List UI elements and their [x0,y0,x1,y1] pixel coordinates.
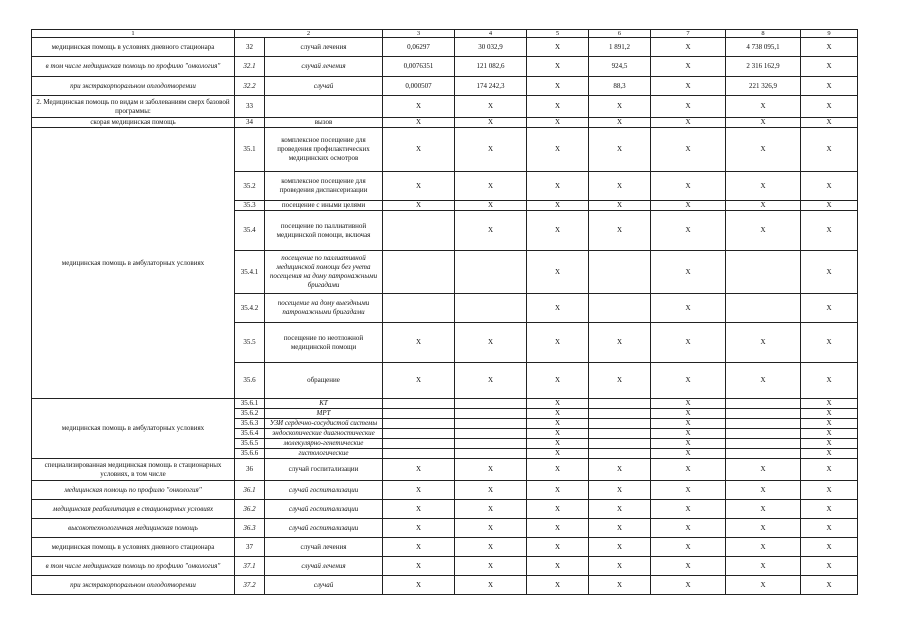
value-cell: X [527,77,589,96]
row-number: 35.6.4 [235,429,265,439]
unit-cell: посещение на дому выездными патронажными бригадами [265,294,383,323]
unit-cell: УЗИ сердечно-сосудистой системы [265,419,383,429]
value-cell [589,449,651,459]
table-row [32,128,858,172]
table-row [32,77,858,96]
row-number: 34 [235,118,265,128]
value-cell: X [726,128,801,172]
value-cell: 221 326,9 [726,77,801,96]
row-number: 35.1 [235,128,265,172]
header-cell: 8 [726,30,801,38]
value-cell: X [651,96,726,118]
value-cell: X [455,519,527,538]
value-cell [383,211,455,251]
value-cell: X [801,429,858,439]
unit-cell: случай лечения [265,38,383,57]
value-cell: X [455,481,527,500]
header-cell: 3 [383,30,455,38]
value-cell [455,439,527,449]
value-cell: X [651,459,726,481]
row-number: 35.4.2 [235,294,265,323]
value-cell: 121 082,6 [455,57,527,77]
table-row [32,38,858,57]
value-cell [726,449,801,459]
row-number: 35.4 [235,211,265,251]
row-number: 35.2 [235,172,265,201]
table-row [32,557,858,576]
value-cell: X [726,576,801,595]
value-cell: X [651,363,726,399]
value-cell: X [726,323,801,363]
unit-cell: случай лечения [265,538,383,557]
value-cell: X [651,409,726,419]
value-cell: X [651,323,726,363]
value-cell: X [527,363,589,399]
value-cell: X [801,128,858,172]
value-cell: X [589,363,651,399]
unit-cell: МРТ [265,409,383,419]
value-cell: X [455,172,527,201]
value-cell: X [726,211,801,251]
row-number: 36.3 [235,519,265,538]
unit-cell: вызов [265,118,383,128]
value-cell: X [801,77,858,96]
table-row [32,118,858,128]
value-cell: X [651,439,726,449]
unit-cell: случай госпитализации [265,459,383,481]
value-cell: X [801,201,858,211]
row-label: медицинская помощь в амбулаторных условиях [32,399,235,459]
value-cell: X [801,576,858,595]
row-number: 37.2 [235,576,265,595]
value-cell: X [527,118,589,128]
row-number: 36.1 [235,481,265,500]
value-cell: X [589,128,651,172]
value-cell: X [455,201,527,211]
value-cell [455,399,527,409]
value-cell: X [383,118,455,128]
value-cell: X [527,439,589,449]
row-number: 36 [235,459,265,481]
value-cell: X [651,38,726,57]
value-cell [589,409,651,419]
table-row [32,96,858,118]
value-cell: X [527,211,589,251]
row-label: высокотехнологичная медицинская помощь [32,519,235,538]
value-cell: X [801,294,858,323]
value-cell: X [589,557,651,576]
value-cell: X [801,439,858,449]
unit-cell: посещение по паллиативной медицинской помощи, включая [265,211,383,251]
row-label: медицинская помощь по профилю "онкология" [32,481,235,500]
value-cell: 174 242,3 [455,77,527,96]
value-cell: X [589,519,651,538]
row-label: в том числе медицинская помощь по профилю "онкология" [32,57,235,77]
value-cell [726,294,801,323]
value-cell: X [527,96,589,118]
row-label: при экстракорпоральном оплодотворении [32,576,235,595]
unit-cell: посещение по паллиативной медицинской помощи без учета посещения на дому патронажными бригадами [265,251,383,294]
value-cell: X [801,557,858,576]
row-label: 2. Медицинская помощь по видам и заболеваниям сверх базовой программы: [32,96,235,118]
value-cell: X [651,557,726,576]
value-cell: X [455,576,527,595]
table-row [32,538,858,557]
unit-cell: комплексное посещение для проведения профилактических медицинских осмотров [265,128,383,172]
value-cell: X [651,500,726,519]
row-number: 32.1 [235,57,265,77]
row-number: 35.6.6 [235,449,265,459]
value-cell: X [651,576,726,595]
value-cell: X [651,419,726,429]
unit-cell: случай лечения [265,557,383,576]
value-cell: X [527,576,589,595]
unit-cell: обращение [265,363,383,399]
value-cell: X [589,96,651,118]
value-cell: X [455,363,527,399]
value-cell: X [801,481,858,500]
unit-cell: случай [265,576,383,595]
value-cell: X [455,211,527,251]
value-cell: X [801,57,858,77]
value-cell: X [455,459,527,481]
value-cell: X [383,557,455,576]
unit-cell: случай госпитализации [265,500,383,519]
value-cell: X [651,201,726,211]
table-row [32,576,858,595]
unit-cell [265,96,383,118]
value-cell: X [383,538,455,557]
row-number: 35.6.3 [235,419,265,429]
value-cell: X [801,363,858,399]
value-cell: X [801,211,858,251]
value-cell: X [383,363,455,399]
table-row [32,459,858,481]
table-row [32,500,858,519]
value-cell [455,294,527,323]
value-cell: X [589,172,651,201]
value-cell: X [383,323,455,363]
value-cell: X [527,500,589,519]
value-cell: X [589,500,651,519]
unit-cell: посещение по неотложной медицинской помощи [265,323,383,363]
header-cell: 4 [455,30,527,38]
value-cell: X [455,128,527,172]
value-cell: X [527,294,589,323]
value-cell: X [455,557,527,576]
value-cell: X [726,363,801,399]
value-cell: X [589,201,651,211]
value-cell: X [801,251,858,294]
value-cell: X [651,449,726,459]
value-cell: X [801,38,858,57]
value-cell: 4 738 095,1 [726,38,801,57]
value-cell: X [383,576,455,595]
unit-cell: КТ [265,399,383,409]
value-cell: X [383,201,455,211]
table-row [32,519,858,538]
value-cell: 30 032,9 [455,38,527,57]
value-cell: X [527,128,589,172]
value-cell: X [527,519,589,538]
value-cell: X [527,419,589,429]
value-cell [589,399,651,409]
value-cell: X [801,459,858,481]
row-label: специализированная медицинская помощь в стационарных условиях, в том числе [32,459,235,481]
value-cell [383,294,455,323]
value-cell: X [527,323,589,363]
value-cell [383,429,455,439]
value-cell: X [527,201,589,211]
table-row [32,57,858,77]
value-cell: X [589,118,651,128]
value-cell: X [383,128,455,172]
value-cell [726,419,801,429]
value-cell: X [801,96,858,118]
value-cell [383,409,455,419]
value-cell: X [527,557,589,576]
value-cell: X [651,172,726,201]
value-cell: 2 316 162,9 [726,57,801,77]
row-number: 35.6.2 [235,409,265,419]
value-cell [726,439,801,449]
unit-cell: посещение с иными целями [265,201,383,211]
value-cell: X [726,201,801,211]
value-cell [589,251,651,294]
value-cell: X [651,57,726,77]
unit-cell: гистологические [265,449,383,459]
value-cell: X [383,519,455,538]
unit-cell: молекулярно-генетические [265,439,383,449]
unit-cell: эндоскопические диагностические [265,429,383,439]
row-label: в том числе медицинская помощь по профилю "онкология" [32,557,235,576]
value-cell [589,429,651,439]
value-cell: X [726,96,801,118]
value-cell: X [589,576,651,595]
value-cell [383,399,455,409]
value-cell: X [455,118,527,128]
value-cell: 0,0076351 [383,57,455,77]
value-cell: X [801,419,858,429]
value-cell: X [527,38,589,57]
value-cell: X [527,481,589,500]
value-cell [726,409,801,419]
row-number: 37.1 [235,557,265,576]
value-cell: X [383,96,455,118]
value-cell [455,449,527,459]
value-cell: X [651,429,726,439]
header-cell: 2 [235,30,383,38]
value-cell: X [726,481,801,500]
table-row [32,481,858,500]
value-cell: X [455,96,527,118]
value-cell: X [801,409,858,419]
header-cell: 5 [527,30,589,38]
value-cell: X [651,399,726,409]
row-number: 32.2 [235,77,265,96]
value-cell: X [726,538,801,557]
row-label: медицинская помощь в условиях дневного стационара [32,538,235,557]
value-cell: X [726,500,801,519]
value-cell: X [651,211,726,251]
value-cell: 0,06297 [383,38,455,57]
row-number: 32 [235,38,265,57]
value-cell: X [726,172,801,201]
value-cell: X [589,211,651,251]
value-cell: X [801,449,858,459]
table-header-row [32,30,858,38]
row-number: 35.6.5 [235,439,265,449]
value-cell: X [527,459,589,481]
value-cell: 1 891,2 [589,38,651,57]
value-cell: X [651,128,726,172]
row-number: 35.3 [235,201,265,211]
value-cell: X [383,481,455,500]
value-cell [726,429,801,439]
value-cell: X [801,172,858,201]
value-cell: 924,5 [589,57,651,77]
value-cell: X [455,323,527,363]
value-cell [589,419,651,429]
value-cell [589,439,651,449]
header-cell: 9 [801,30,858,38]
value-cell [383,439,455,449]
value-cell: X [801,323,858,363]
value-cell: X [589,481,651,500]
value-cell: X [726,118,801,128]
value-cell: X [527,251,589,294]
header-cell: 7 [651,30,726,38]
value-cell: X [726,557,801,576]
value-cell [383,419,455,429]
row-number: 35.6 [235,363,265,399]
unit-cell: случай госпитализации [265,519,383,538]
value-cell: X [726,519,801,538]
row-number: 33 [235,96,265,118]
value-cell: X [455,538,527,557]
value-cell: X [651,118,726,128]
value-cell: X [383,459,455,481]
value-cell [383,449,455,459]
value-cell: X [589,459,651,481]
value-cell: X [801,538,858,557]
row-number: 35.5 [235,323,265,363]
unit-cell: случай [265,77,383,96]
value-cell: X [527,538,589,557]
row-label: скорая медицинская помощь [32,118,235,128]
header-cell: 6 [589,30,651,38]
value-cell [589,294,651,323]
unit-cell: комплексное посещение для проведения диспансеризации [265,172,383,201]
row-number: 35.4.1 [235,251,265,294]
value-cell: X [801,399,858,409]
value-cell: X [801,519,858,538]
value-cell [726,251,801,294]
row-number: 35.6.1 [235,399,265,409]
value-cell: X [527,172,589,201]
value-cell: X [527,449,589,459]
unit-cell: случай госпитализации [265,481,383,500]
value-cell [726,399,801,409]
value-cell: X [651,77,726,96]
row-label: при экстракорпоральном оплодотворении [32,77,235,96]
value-cell: 0,000507 [383,77,455,96]
row-number: 36.2 [235,500,265,519]
unit-cell: случай лечения [265,57,383,77]
value-cell: X [527,57,589,77]
value-cell: X [383,500,455,519]
row-number: 37 [235,538,265,557]
row-label: медицинская помощь в условиях дневного стационара [32,38,235,57]
value-cell: X [527,399,589,409]
value-cell: X [651,519,726,538]
value-cell [455,419,527,429]
value-cell: X [383,172,455,201]
value-cell: X [589,323,651,363]
value-cell [455,409,527,419]
value-cell: X [651,481,726,500]
value-cell: X [801,500,858,519]
table-row [32,399,858,409]
value-cell: X [651,251,726,294]
value-cell: X [651,294,726,323]
value-cell: X [589,538,651,557]
tariff-table [31,29,858,595]
value-cell [455,429,527,439]
value-cell: X [527,429,589,439]
value-cell: 88,3 [589,77,651,96]
value-cell: X [527,409,589,419]
value-cell: X [726,459,801,481]
row-label: медицинская реабилитация в стационарных условиях [32,500,235,519]
value-cell: X [455,500,527,519]
value-cell [383,251,455,294]
value-cell: X [651,538,726,557]
row-label: медицинская помощь в амбулаторных условиях [32,128,235,399]
value-cell [455,251,527,294]
header-cell: 1 [32,30,235,38]
value-cell: X [801,118,858,128]
